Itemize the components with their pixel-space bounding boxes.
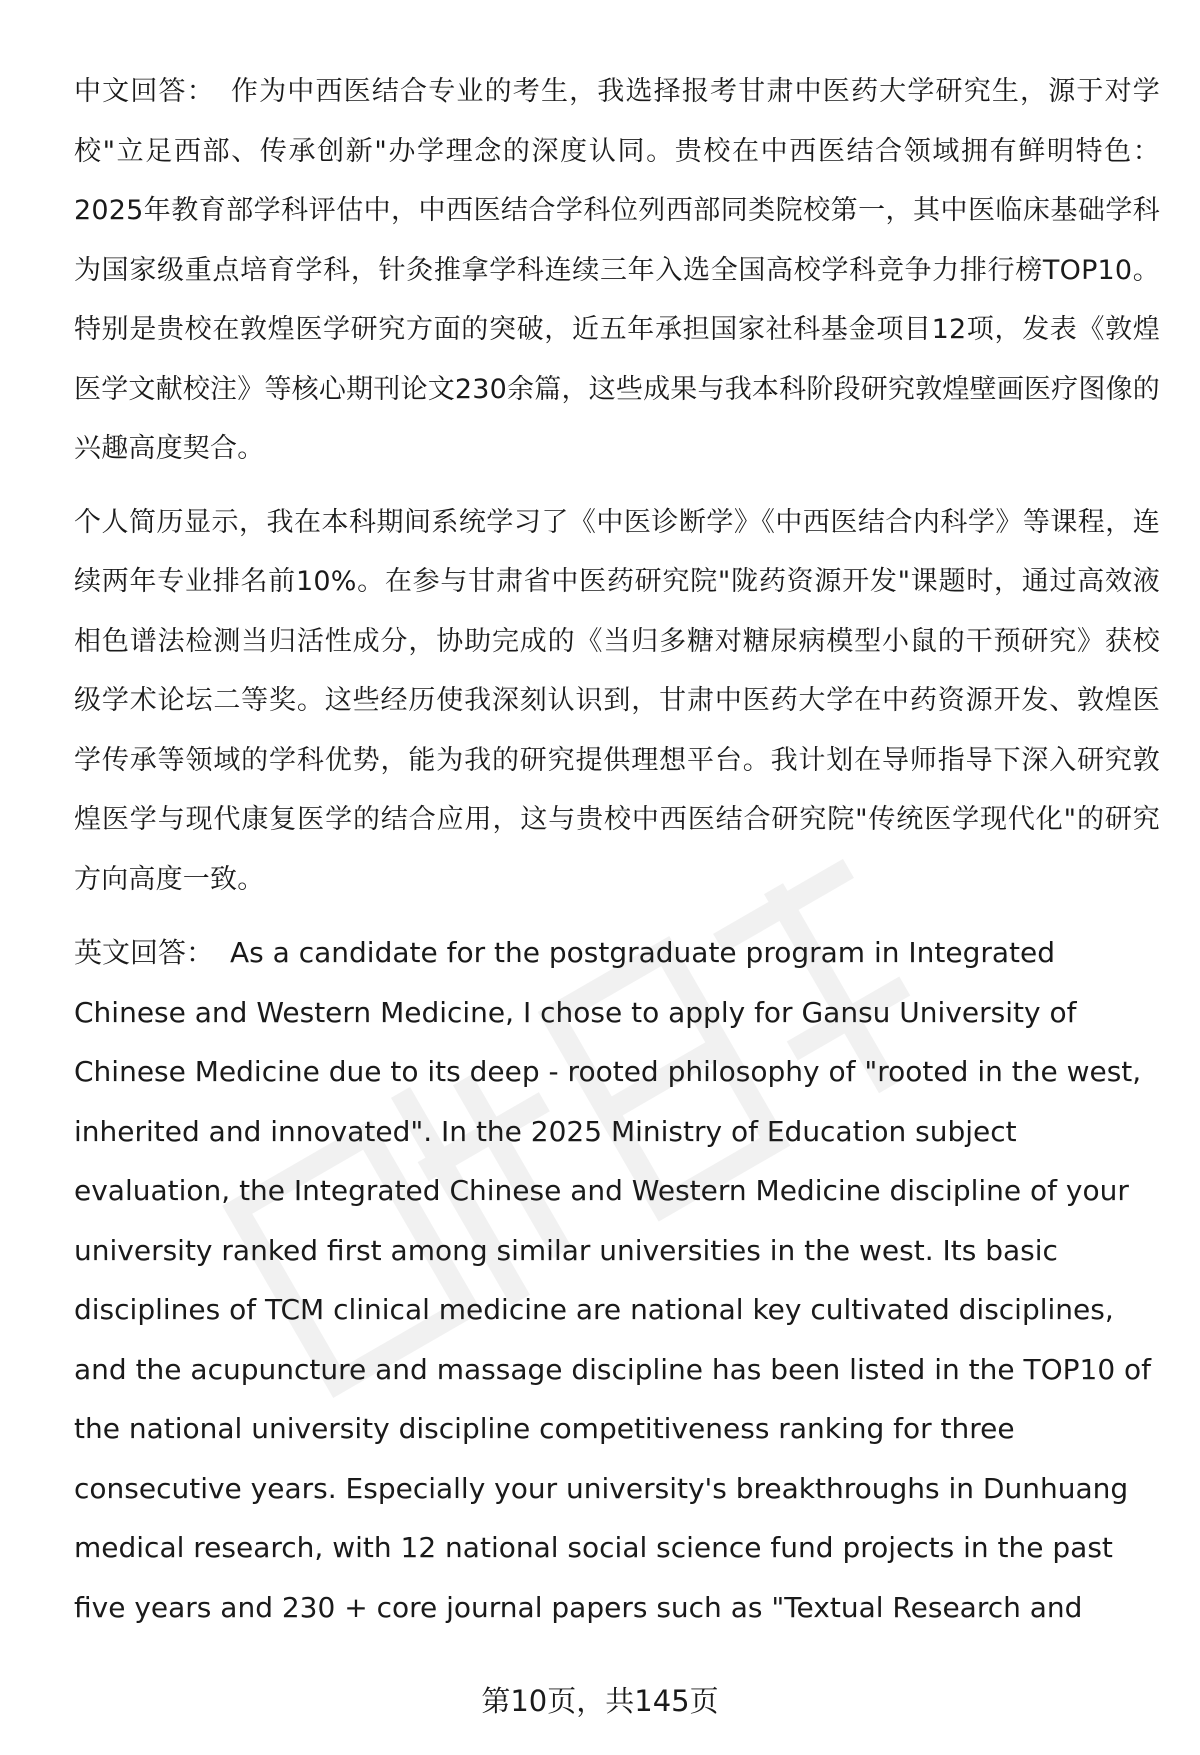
paragraph-resume <box>74 493 1160 910</box>
paragraph-lead-label: 中文回答： <box>74 76 215 107</box>
paragraph-english-answer <box>74 923 1160 1637</box>
document-body <box>74 62 1160 1651</box>
paragraph-text: 作为中西医结合专业的考生，我选择报考甘肃中医药大学研究生，源于对学校"立足西部、传承创新"办学理念的深度认同。贵校在中西医结合领域拥有鲜明特色：2025年教育部学科评估中，中西医结合学科位列西部同类院校第一，其中医临床基础学科为国家级重点培育学科，针灸推拿学科连续三年入选全国高校学科竞争力排行榜TOP10。特别是贵校在敦煌医学研究方面的突破，近五年承担国家社科基金项目12项，发表《敦煌医学文献校注》等核心期刊论文230余篇，这些成果与我本科阶段研究敦煌壁画医疗图像的兴趣高度契合。 <box>74 76 1160 464</box>
page-number-footer: 第10页，共145页 <box>481 1684 719 1718</box>
paragraph-text: 个人简历显示，我在本科期间系统学习了《中医诊断学》《中西医结合内科学》等课程，连续两年专业排名前10%。在参与甘肃省中医药研究院"陇药资源开发"课题时，通过高效液相色谱法检测当归活性成分，协助完成的《当归多糖对糖尿病模型小鼠的干预研究》获校级学术论坛二等奖。这些经历使我深刻认识到，甘肃中医药大学在中药资源开发、敦煌医学传承等领域的学科优势，能为我的研究提供理想平台。我计划在导师指导下深入研究敦煌医学与现代康复医学的结合应用，这与贵校中西医结合研究院"传统医学现代化"的研究方向高度一致。 <box>74 506 1160 895</box>
paragraph-text: As a candidate for the postgraduate program in Integrated Chinese and Western Medicine, I chose to apply for Gansu University of Chinese Medicine due to its deep - rooted philosophy of "rooted in the west, inherited and innovated". In the 2025 Ministry of Education subject evaluation, the Integrated Chinese and Western Medicine discipline of your university ranked first among similar universities in the west. Its basic disciplines of TCM clinical medicine are national key cultivated disciplines, and the acupuncture and massage discipline has been listed in the TOP10 of the national university discipline competitiveness ranking for three consecutive years. Especially your university's breakthroughs in Dunhuang medical research, with 12 national social science fund projects in the past five years and 230 + core journal papers such as "Textual Research and <box>74 936 1152 1624</box>
paragraph-chinese-answer <box>74 62 1160 479</box>
paragraph-lead-label: 英文回答： <box>74 936 215 969</box>
